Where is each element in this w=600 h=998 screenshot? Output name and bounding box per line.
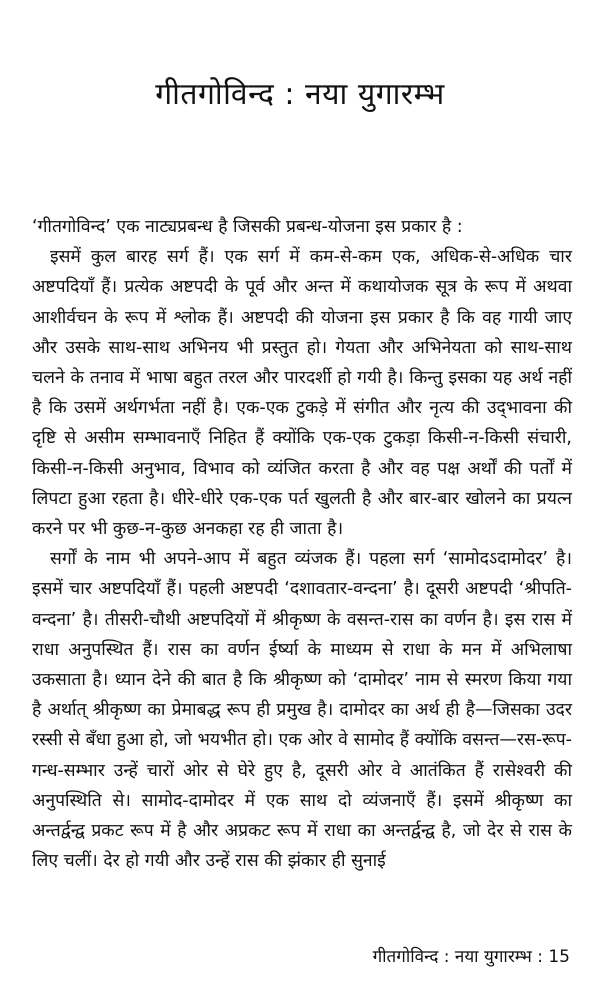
opening-paragraph: ‘गीतगोविन्द’ एक नाट्यप्रबन्ध है जिसकी प्रबन्ध-योजना इस प्रकार है : [32, 217, 463, 237]
paragraph-sarga-names: सर्गों के नाम भी अपने-आप में बहुत व्यंजक हैं। पहला सर्ग ‘सामोदऽदामोदर’ है। इसमें चार अष्टपदियाँ हैं। पहली अष्टपदी ‘दशावतार-वन्दना’ है। दूसरी अष्टपदी ‘श्रीपति-वन्दना’ है। तीसरी-चौथी अष्टपदियों में श्रीकृष्ण के वसन्त-रास का वर्णन है। इस रास में राधा अनुपस्थित हैं। रास का वर्णन ईर्ष्या के माध्यम से राधा के मन में अभिलाषा उकसाता है। ध्यान देने की बात है कि श्रीकृष्ण को ‘दामोदर’ नाम से स्मरण किया गया है अर्थात् श्रीकृष्ण का प्रेमाबद्ध रूप ही प्रमुख है। दामोदर का अर्थ ही है—जिसका उदर रस्सी से बँधा हुआ हो, जो भयभीत हो। एक ओर वे सामोद हैं क्योंकि वसन्त—रस-रूप-गन्ध-सम्भार उन्हें चारों ओर से घेरे हुए है, दूसरी ओर वे आतंकित हैं रासेश्वरी की अनुपस्थिति से। सामोद-दामोदर में एक साथ दो व्यंजनाएँ हैं। इसमें श्रीकृष्ण का अन्तर्द्वन्द्व प्रकट रूप में है और अप्रकट रूप में राधा का अन्तर्द्वन्द्व है, जो देर से रास के लिए चलीं। देर हो गयी और उन्हें रास की झंकार ही सुनाई [32, 549, 572, 872]
chapter-title: गीतगोविन्द : नया युगारम्भ [155, 77, 445, 112]
body-text [32, 212, 572, 876]
running-footer: गीतगोविन्द : नया युगारम्भ : 15 [372, 947, 570, 967]
paragraph-structure: इसमें कुल बारह सर्ग हैं। एक सर्ग में कम-से-कम एक, अधिक-से-अधिक चार अष्टपदियाँ हैं। प्रत्येक अष्टपदी के पूर्व और अन्त में कथायोजक सूत्र के रूप में अथवा आशीर्वचन के रूप में श्लोक हैं। अष्टपदी की योजना इस प्रकार है कि वह गायी जाए और उसके साथ-साथ अभिनय भी प्रस्तुत हो। गेयता और अभिनेयता को साथ-साथ चलने के तनाव में भाषा बहुत तरल और पारदर्शी हो गयी है। किन्तु इसका यह अर्थ नहीं है कि उसमें अर्थगर्भता नहीं है। एक-एक टुकड़े में संगीत और नृत्य की उद्‌भावना की दृष्टि से असीम सम्भावनाएँ निहित हैं क्योंकि एक-एक टुकड़ा किसी-न-किसी संचारी, किसी-न-किसी अनुभाव, विभाव को व्यंजित करता है और वह पक्ष अर्थों की पर्तों में लिपटा हुआ रहता है। धीरे-धीरे एक-एक पर्त खुलती है और बार-बार खोलने का प्रयत्न करने पर भी कुछ-न-कुछ अनकहा रह ही जाता है। [32, 247, 572, 540]
